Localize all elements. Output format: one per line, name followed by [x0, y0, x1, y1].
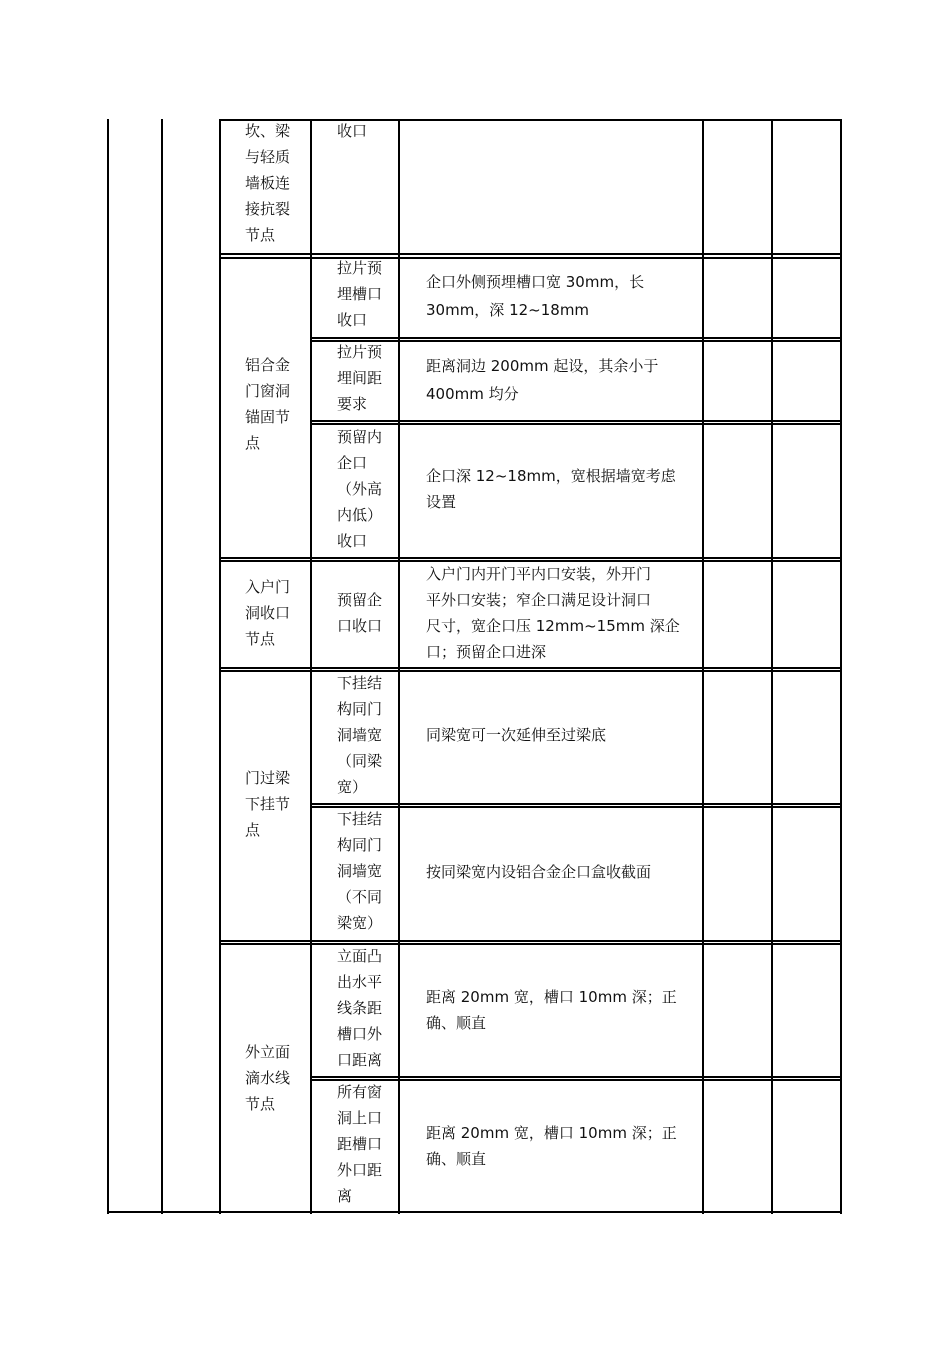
- requirement-cell: [426, 859, 696, 885]
- cell-text-line: 下挂结: [337, 674, 383, 692]
- cell-text-line: 按同梁宽内设铝合金企口盒收截面: [426, 863, 652, 881]
- cell-text-line: 内低）: [337, 506, 383, 524]
- requirement-cell: [426, 352, 696, 408]
- cell-text-line: 企口外侧预埋槽口宽 30mm，长: [426, 273, 645, 291]
- item-cell: [337, 118, 397, 144]
- item-cell: [337, 943, 397, 1073]
- cell-text-line: 节点: [245, 630, 276, 648]
- cell-text-line: 离: [337, 1187, 353, 1205]
- cell-text-line: 点: [245, 434, 261, 452]
- requirement-cell: [426, 561, 696, 665]
- item-cell: [337, 1079, 397, 1209]
- category-cell: [245, 118, 305, 248]
- cell-text-line: （外高: [337, 480, 383, 498]
- item-cell: [337, 587, 397, 639]
- cell-text-line: 拉片预: [337, 259, 383, 277]
- cell-text-line: 洞上口: [337, 1109, 383, 1127]
- category-cell: [245, 1039, 305, 1117]
- cell-text-line: 滴水线: [245, 1069, 291, 1087]
- cell-text-line: 企口深 12~18mm，宽根据墙宽考虑: [426, 467, 676, 485]
- cell-text-line: 构同门: [337, 700, 383, 718]
- cell-text-line: 洞墙宽: [337, 726, 383, 744]
- cell-text-line: 埋间距: [337, 369, 383, 387]
- cell-text-line: 线条距: [337, 999, 383, 1017]
- cell-text-line: 口距离: [337, 1051, 383, 1069]
- cell-text-line: 洞墙宽: [337, 862, 383, 880]
- cell-text-line: 企口: [337, 454, 368, 472]
- cell-text-line: 平外口安装；窄企口满足设计洞口: [426, 591, 652, 609]
- cell-text-line: 与轻质: [245, 148, 291, 166]
- cell-text-line: 距槽口: [337, 1135, 383, 1153]
- cell-text-line: 400mm 均分: [426, 385, 519, 403]
- requirement-cell: [426, 268, 696, 324]
- category-cell: [245, 352, 305, 456]
- cell-text-line: 收口: [337, 311, 368, 329]
- cell-text-line: （同梁: [337, 752, 383, 770]
- cell-text-line: 宽）: [337, 778, 368, 796]
- cell-text-line: 设置: [426, 493, 457, 511]
- cell-text-line: 距离 20mm 宽，槽口 10mm 深；正: [426, 988, 677, 1006]
- category-cell: [245, 765, 305, 843]
- cell-text-line: 坎、梁: [245, 122, 291, 140]
- cell-text-line: 节点: [245, 1095, 276, 1113]
- item-cell: [337, 806, 397, 936]
- cell-text-line: 30mm，深 12~18mm: [426, 301, 590, 319]
- cell-text-line: 外立面: [245, 1043, 291, 1061]
- cell-text-line: 口收口: [337, 617, 383, 635]
- requirement-cell: [426, 463, 696, 515]
- cell-text-line: 口；预留企口进深: [426, 643, 547, 661]
- cell-text-line: 墙板连: [245, 174, 291, 192]
- cell-text-line: 入户门: [245, 578, 291, 596]
- cell-text-line: 拉片预: [337, 343, 383, 361]
- cell-text-line: 铝合金: [245, 356, 291, 374]
- cell-text-line: 下挂节: [245, 795, 291, 813]
- cell-text-line: 接抗裂: [245, 200, 291, 218]
- cell-text-line: 门窗洞: [245, 382, 291, 400]
- cell-text-line: 距离洞边 200mm 起设，其余小于: [426, 357, 659, 375]
- cell-text-line: 预留内: [337, 428, 383, 446]
- cell-text-line: 节点: [245, 226, 276, 244]
- cell-text-line: 同梁宽可一次延伸至过梁底: [426, 726, 607, 744]
- cell-text-line: 点: [245, 821, 261, 839]
- item-cell: [337, 339, 397, 417]
- requirement-cell: [426, 722, 696, 748]
- cell-text-line: 埋槽口: [337, 285, 383, 303]
- cell-text-line: 所有窗: [337, 1083, 383, 1101]
- cell-text-line: 收口: [337, 532, 368, 550]
- cell-text-line: 预留企: [337, 591, 383, 609]
- cell-text-line: 梁宽）: [337, 914, 383, 932]
- cell-text-line: 立面凸: [337, 947, 383, 965]
- cell-text-line: （不同: [337, 888, 383, 906]
- cell-text-line: 距离 20mm 宽，槽口 10mm 深；正: [426, 1124, 677, 1142]
- cell-text-line: 锚固节: [245, 408, 291, 426]
- category-cell: [245, 574, 305, 652]
- cell-text-line: 入户门内开门平内口安装，外开门: [426, 565, 652, 583]
- item-cell: [337, 670, 397, 800]
- item-cell: [337, 255, 397, 333]
- requirement-cell: [426, 1120, 696, 1172]
- cell-text-line: 槽口外: [337, 1025, 383, 1043]
- cell-text-line: 洞收口: [245, 604, 291, 622]
- cell-text-line: 尺寸，宽企口压 12mm~15mm 深企: [426, 617, 680, 635]
- item-cell: [337, 424, 397, 554]
- cell-text-line: 收口: [337, 122, 368, 140]
- cell-text-line: 确、顺直: [426, 1014, 487, 1032]
- cell-text-line: 外口距: [337, 1161, 383, 1179]
- cell-text-line: 出水平: [337, 973, 383, 991]
- cell-text-line: 门过梁: [245, 769, 291, 787]
- cell-text-line: 构同门: [337, 836, 383, 854]
- cell-text-line: 确、顺直: [426, 1150, 487, 1168]
- cell-text-line: 要求: [337, 395, 368, 413]
- cell-text-line: 下挂结: [337, 810, 383, 828]
- requirement-cell: [426, 984, 696, 1036]
